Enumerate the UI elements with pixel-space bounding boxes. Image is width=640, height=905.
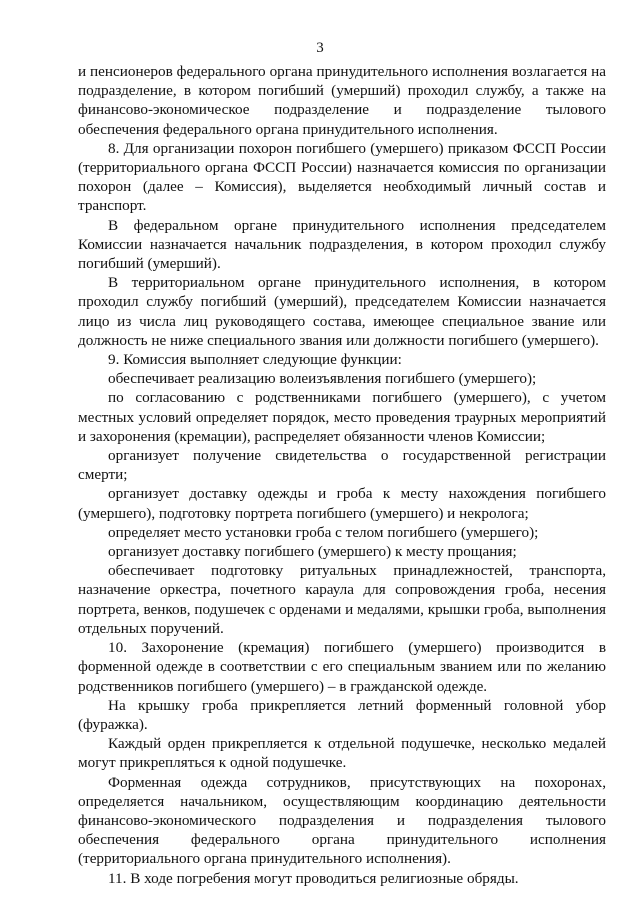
paragraph-item-11: 11. В ходе погребения могут проводиться религиозные обряды. [108, 869, 519, 887]
paragraph-continuation: и пенсионеров федерального органа принудительного исполнения возлагается на подразделение, в котором погибший (умерший) проходил службу, а также на финансово-экономическое подразделение и подразделение тылового обеспечения федерального органа принудительного исполнения. [78, 63, 606, 138]
function-delivery-clothes: организует доставку одежды и гроба к месту нахождения погибшего (умершего), подготовку портрета погибшего (умершего) и некролога; [78, 485, 606, 522]
function-certificate: организует получение свидетельства о государственной регистрации смерти; [78, 447, 606, 484]
function-farewell-delivery: организует доставку погибшего (умершего) к месту прощания; [108, 543, 517, 561]
paragraph-territorial-chair: В территориальном органе принудительного исполнения, в котором проходил службу погибший (умерший), председателем Комиссии назначается лицо из числа лиц руководящего состава, имеющее специальное звание или должность не ниже специального звания или должности погибшего (умершего). [78, 274, 606, 349]
paragraph-federal-chair: В федеральном органе принудительного исполнения председателем Комиссии назначается начальник подразделения, в котором проходил службу погибший (умерший). [78, 216, 606, 273]
paragraph-item-10: 10. Захоронение (кремация) погибшего (умершего) производится в форменной одежде в соответствии с его специальным званием или по желанию родственников погибшего (умершего) – в гражданской одежде. [78, 639, 606, 695]
paragraph-orders: Каждый орден прикрепляется к отдельной подушечке, несколько медалей могут прикрепляться к одной подушечке. [78, 735, 606, 772]
paragraph-uniform: Форменная одежда сотрудников, присутствующих на похоронах, определяется начальником, осуществляющим координацию деятельности финансово-экономического подразделения и подразделения тылового обеспечения федерального органа принудительного исполнения (территориального органа принудительного исполнения). [78, 773, 606, 868]
function-coffin-place: определяет место установки гроба с телом погибшего (умершего); [108, 523, 539, 541]
paragraph-item-8: 8. Для организации похорон погибшего (умершего) приказом ФССП России (территориального органа ФССП России) назначается комиссия по организации похорон (далее – Комиссия), выделяется необходимый личный состав и транспорт. [78, 139, 606, 215]
function-will: обеспечивает реализацию волеизъявления погибшего (умершего); [108, 370, 537, 388]
paragraph-item-9: 9. Комиссия выполняет следующие функции: [108, 351, 402, 369]
page-number: 3 [316, 40, 324, 56]
document-body [78, 62, 606, 888]
function-order: по согласованию с родственниками погибшего (умершего), с учетом местных условий определяет порядок, место проведения траурных мероприятий и захоронения (кремации), распределяет обязанности членов Комиссии; [78, 389, 606, 445]
paragraph-cap: На крышку гроба прикрепляется летний форменный головной убор (фуражка). [78, 696, 606, 733]
function-ritual: обеспечивает подготовку ритуальных принадлежностей, транспорта, назначение оркестра, почетного караула для сопровождения гроба, несения портрета, венков, подушечек с орденами и медалями, крышки гроба, выполнения отдельных поручений. [78, 562, 606, 637]
